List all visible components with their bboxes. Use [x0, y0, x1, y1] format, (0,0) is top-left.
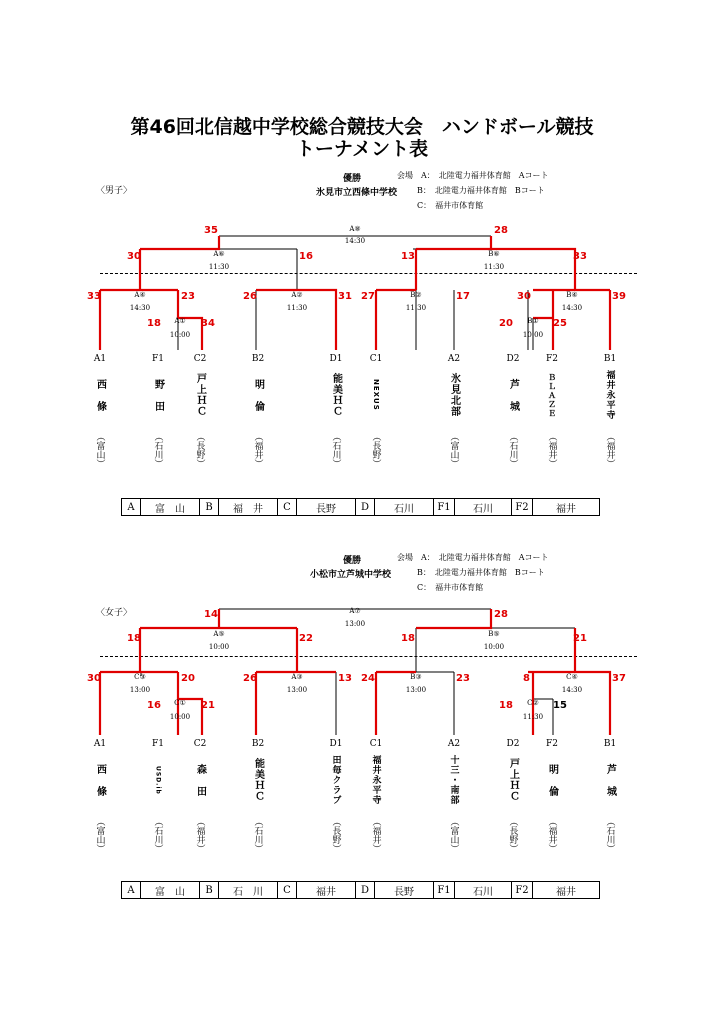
boys-score: 25: [553, 318, 567, 329]
girls-score: 20: [181, 673, 195, 684]
girls-m8-time: 14:30: [561, 686, 583, 694]
girls-m2-label: A③: [291, 673, 303, 681]
boys-m5-time: 14:30: [344, 237, 366, 245]
venue-label: 会場: [397, 171, 413, 180]
boys-score: 13: [401, 251, 415, 262]
girls-score: 21: [573, 633, 587, 644]
boys-score: 35: [204, 225, 218, 236]
boys-m8-time: 14:30: [561, 304, 583, 312]
boys-score: 17: [456, 291, 470, 302]
girls-m1-time: 10:00: [169, 713, 191, 721]
girls-m2-time: 13:00: [286, 686, 308, 694]
girls-team: D2 戸上ＨＣ （長野）: [506, 739, 520, 853]
girls-score: 37: [612, 673, 626, 684]
page-title: 第46回北信越中学校総合競技大会 ハンドボール競技: [130, 116, 594, 138]
boys-m2-time: 11:30: [286, 304, 308, 312]
boys-bracket: [0, 0, 724, 360]
boys-champion: 氷見市立西條中学校: [316, 188, 398, 198]
boys-m9-label: B⑥: [488, 250, 500, 258]
girls-score: 15: [553, 700, 567, 711]
boys-score: 33: [87, 291, 101, 302]
boys-score: 31: [338, 291, 352, 302]
girls-score: 23: [456, 673, 470, 684]
boys-team: C1 NEXUS （長野）: [369, 354, 383, 468]
boys-m9-time: 11:30: [483, 263, 505, 271]
boys-section-label: 〈男子〉: [96, 186, 133, 196]
boys-score: 23: [181, 291, 195, 302]
girls-m5-time: 13:00: [344, 620, 366, 628]
boys-team: C2 戸上ＨＣ （長野）: [193, 354, 207, 468]
girls-team: C2 森 田 （福井）: [193, 739, 207, 853]
girls-m3-time: 13:00: [129, 686, 151, 694]
girls-score: 16: [147, 700, 161, 711]
boys-team: B1 福井永平寺 （福井）: [603, 354, 617, 468]
boys-score: 26: [243, 291, 257, 302]
boys-team: D2 芦 城 （石川）: [506, 354, 520, 468]
girls-score: 26: [243, 673, 257, 684]
girls-m6-time: 11:30: [522, 713, 544, 721]
girls-team: A2 十三・南部 （富山）: [447, 739, 461, 853]
girls-team: C1 福井永平寺 （福井）: [369, 739, 383, 853]
girls-score: 8: [523, 673, 530, 684]
girls-team: A1 西 條 （富山）: [93, 739, 107, 853]
boys-m6-time: 10:00: [522, 331, 544, 339]
girls-m9-label: B⑤: [488, 630, 500, 638]
boys-m7-time: 11:30: [405, 304, 427, 312]
boys-score: 34: [201, 318, 215, 329]
boys-score: 39: [612, 291, 626, 302]
boys-m3-time: 14:30: [129, 304, 151, 312]
boys-team: F1 野 田 （石川）: [152, 354, 164, 468]
girls-team: F1 USD.ib （石川）: [152, 739, 164, 853]
girls-score: 28: [494, 609, 508, 620]
boys-score: 18: [147, 318, 161, 329]
girls-champion: 小松市立芦城中学校: [310, 570, 392, 580]
boys-team: F2 ＢＬＡＺＥ （福井）: [546, 354, 558, 468]
boys-m6-label: B①: [527, 317, 539, 325]
boys-score: 28: [494, 225, 508, 236]
girls-m4-time: 10:00: [208, 643, 230, 651]
boys-score: 30: [127, 251, 141, 262]
girls-score: 18: [499, 700, 513, 711]
girls-venue-list: 会場 A： 北陸電力福井体育館 Aコート B： 北陸電力福井体育館 Bコート C： 福井市体育館: [397, 553, 549, 592]
girls-team: B2 能美ＨＣ （石川）: [251, 739, 265, 853]
girls-m9-time: 10:00: [483, 643, 505, 651]
boys-m1-time: 10:00: [169, 331, 191, 339]
boys-m8-label: B④: [566, 291, 578, 299]
girls-champion-label: 優勝: [343, 556, 362, 566]
boys-score: 30: [517, 291, 531, 302]
boys-score: 27: [361, 291, 375, 302]
girls-score: 13: [338, 673, 352, 684]
girls-m1-label: C①: [174, 699, 186, 707]
boys-venue-list: 会場 A： 北陸電力福井体育館 Aコート B： 北陸電力福井体育館 Bコート C： 福井市体育館: [397, 171, 549, 210]
girls-m7-label: B③: [410, 673, 422, 681]
boys-m4-label: A⑥: [213, 250, 225, 258]
boys-m3-label: A④: [134, 291, 146, 299]
boys-team: A1 西 條 （富山）: [93, 354, 107, 468]
boys-m5-label: A⑧: [349, 225, 361, 233]
girls-score: 22: [299, 633, 313, 644]
page-subtitle: トーナメント表: [295, 138, 429, 160]
boys-champion-label: 優勝: [343, 174, 362, 184]
boys-team: A2 氷見北部 （富山）: [447, 354, 461, 468]
boys-score: 20: [499, 318, 513, 329]
boys-m2-label: A②: [291, 291, 303, 299]
girls-score: 21: [201, 700, 215, 711]
girls-legend: A 富 山 B 石 川 C 福井 D 長野 F1 石川 F2 福井: [121, 881, 600, 899]
venue-label: 会場: [397, 553, 413, 562]
boys-score: 16: [299, 251, 313, 262]
girls-score: 18: [401, 633, 415, 644]
boys-score: 33: [573, 251, 587, 262]
girls-score: 18: [127, 633, 141, 644]
girls-m6-label: C②: [527, 699, 539, 707]
girls-score: 24: [361, 673, 375, 684]
girls-score: 14: [204, 609, 218, 620]
girls-m4-label: A⑤: [213, 630, 225, 638]
boys-m1-label: A①: [174, 317, 186, 325]
girls-team: F2 明 倫 （福井）: [546, 739, 558, 853]
girls-team: B1 芦 城 （石川）: [603, 739, 617, 853]
girls-section-label: 〈女子〉: [96, 608, 133, 618]
boys-team: B2 明 倫 （福井）: [251, 354, 265, 468]
boys-team: D1 能美ＨＣ （石川）: [329, 354, 343, 468]
girls-score: 30: [87, 673, 101, 684]
boys-m7-label: B②: [410, 291, 422, 299]
girls-m3-label: C③: [134, 673, 146, 681]
girls-m7-time: 13:00: [405, 686, 427, 694]
girls-m8-label: C④: [566, 673, 578, 681]
boys-legend: A 富 山 B 福 井 C 長野 D 石川 F1 石川 F2 福井: [121, 498, 600, 516]
girls-m5-label: A⑦: [349, 607, 361, 615]
boys-m4-time: 11:30: [208, 263, 230, 271]
girls-team: D1 田毎クラブ （長野）: [329, 739, 343, 853]
